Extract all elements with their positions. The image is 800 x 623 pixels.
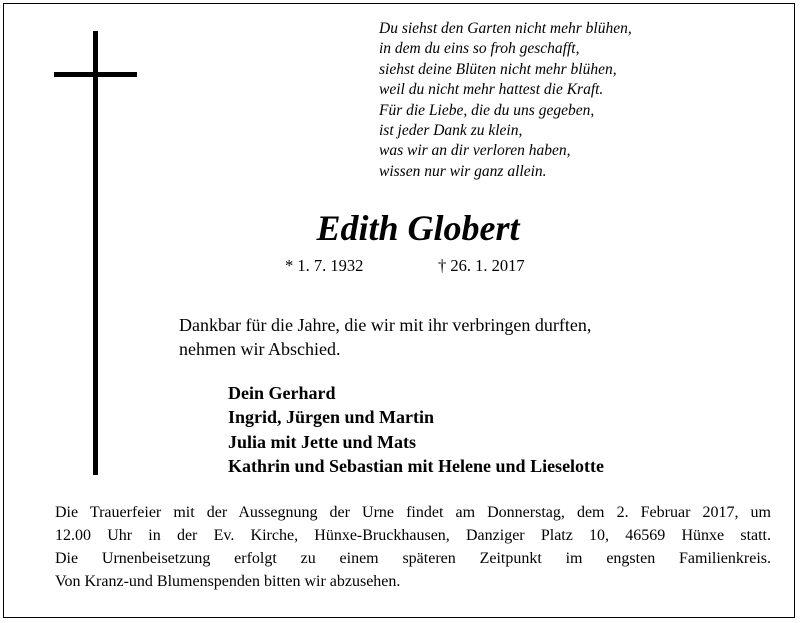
cross-vertical-bar bbox=[93, 31, 98, 475]
poem-line: siehst deine Blüten nicht mehr blühen, bbox=[379, 60, 617, 78]
funeral-notice bbox=[55, 501, 771, 593]
family-member: Ingrid, Jürgen und Martin bbox=[228, 407, 435, 428]
family-list bbox=[228, 381, 604, 478]
death-date: † 26. 1. 2017 bbox=[438, 256, 525, 275]
birth-date: * 1. 7. 1932 bbox=[285, 256, 364, 275]
notice-line: Die Trauerfeier mit der Aussegnung der Urne findet am Donnerstag, dem 2. Februar 2017, um bbox=[55, 504, 771, 521]
notice-line: Von Kranz-und Blumenspenden bitten wir abzusehen. bbox=[55, 573, 401, 590]
poem-line: weil du nicht mehr hattest die Kraft. bbox=[379, 81, 604, 99]
cross-horizontal-bar bbox=[54, 72, 137, 77]
family-member: Julia mit Jette und Mats bbox=[228, 431, 416, 452]
thanks-text bbox=[179, 313, 591, 361]
deceased-name: Edith Globert bbox=[316, 208, 520, 248]
notice-line: Die Urnenbeisetzung erfolgt zu einem späteren Zeitpunkt im engsten Familienkreis. bbox=[55, 550, 771, 567]
poem-line: Für die Liebe, die du uns gegeben, bbox=[379, 101, 595, 119]
thanks-line: nehmen wir Abschied. bbox=[179, 339, 341, 359]
poem-block bbox=[379, 19, 739, 182]
family-member: Dein Gerhard bbox=[228, 383, 336, 403]
poem-line: ist jeder Dank zu klein, bbox=[379, 122, 523, 140]
poem-line: was wir an dir verloren haben, bbox=[379, 142, 571, 160]
poem-line: wissen nur wir ganz allein. bbox=[379, 162, 547, 180]
family-member: Kathrin und Sebastian mit Helene und Lieselotte bbox=[228, 455, 605, 476]
poem-line: Du siehst den Garten nicht mehr blühen, bbox=[379, 20, 632, 37]
poem-line: in dem du eins so froh geschafft, bbox=[379, 40, 580, 58]
notice-line: 12.00 Uhr in der Ev. Kirche, Hünxe-Bruckhausen, Danziger Platz 10, 46569 Hünxe statt. bbox=[55, 527, 771, 544]
thanks-line: Dankbar für die Jahre, die wir mit ihr verbringen durften, bbox=[179, 315, 592, 335]
